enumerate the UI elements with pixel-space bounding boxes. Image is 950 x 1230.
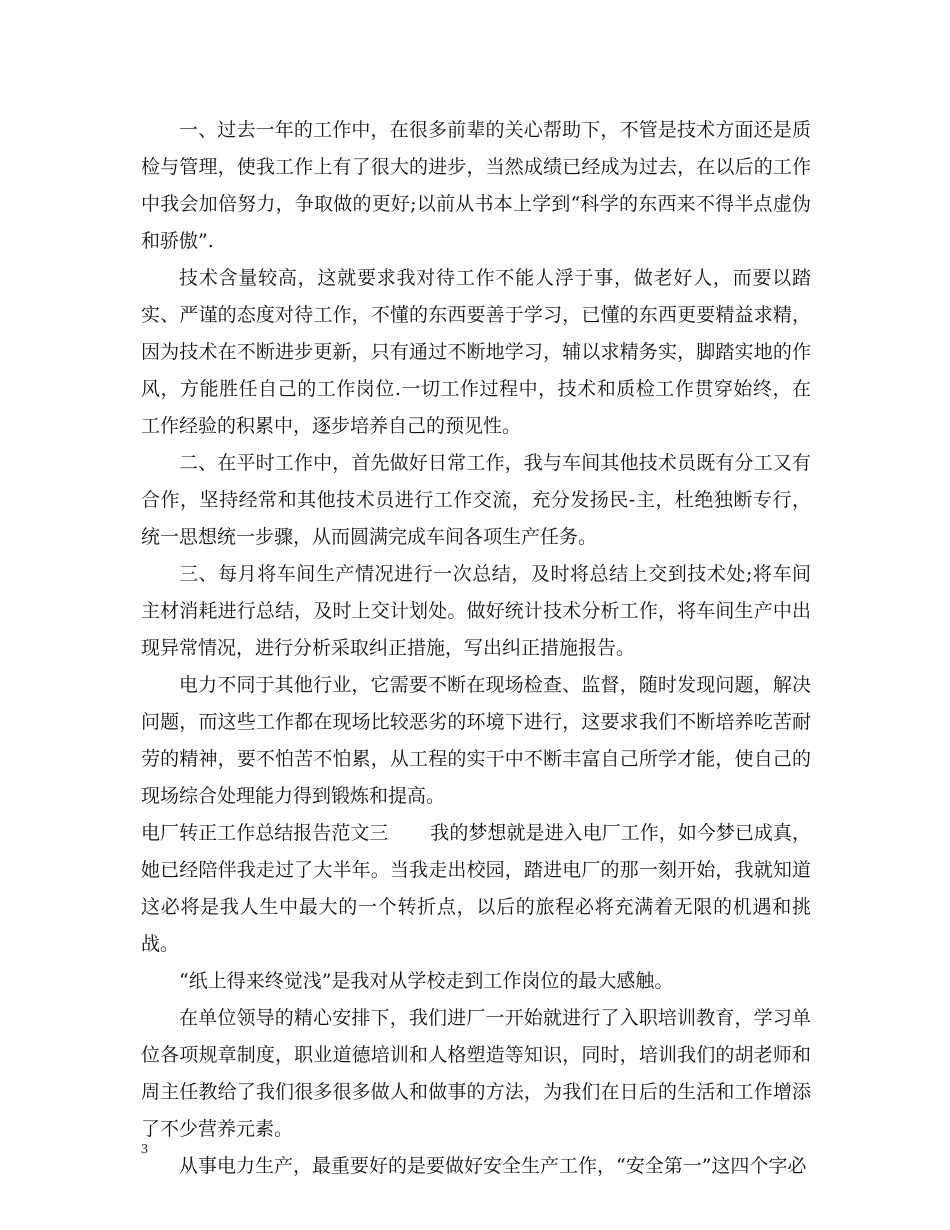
paragraph-3: 二、在平时工作中，首先做好日常工作，我与车间其他技术员既有分工又有合作，坚持经常和其他技术员进行工作交流，充分发扬民-主，杜绝独断专行，统一思想统一步骤，从而圆满完成车间各项生产任务。 [141, 452, 811, 548]
paragraph-1: 一、过去一年的工作中，在很多前辈的关心帮助下，不管是技术方面还是质检与管理，使我工作上有了很大的进步，当然成绩已经成为过去，在以后的工作中我会加倍努力，争取做的更好;以前从书本上学到“科学的东西来不得半点虚伪和骄傲”. [141, 119, 811, 252]
section-paragraph [141, 815, 811, 963]
page-number: 3 [141, 1142, 148, 1157]
section-first-paragraph: 我的梦想就是进入电厂工作，如今梦已成真，她已经陪伴我走过了大半年。当我走出校园，踏进电厂的那一刻开始，我就知道这必将是我人生中最大的一个转折点，以后的旅程必将充满着无限的机遇和挑战。 [141, 822, 811, 955]
document-body [141, 112, 811, 1185]
paragraph-5: 电力不同于其他行业，它需要不断在现场检查、监督，随时发现问题，解决问题，而这些工作都在现场比较恶劣的环境下进行，这要求我们不断培养吃苦耐劳的精神，要不怕苦不怕累，从工程的实干中不断丰富自己所学才能，使自己的现场综合处理能力得到锻炼和提高。 [141, 674, 811, 807]
paragraph-8: 从事电力生产，最重要好的是要做好安全生产工作，“安全第一”这四个字必 [179, 1155, 807, 1177]
paragraph-7: 在单位领导的精心安排下，我们进厂一开始就进行了入职培训教育，学习单位各项规章制度，职业道德培训和人格塑造等知识，同时，培训我们的胡老师和周主任教给了我们很多很多做人和做事的方法，为我们在日后的生活和工作增添了不少营养元素。 [141, 1007, 811, 1140]
paragraph-2: 技术含量较高，这就要求我对待工作不能人浮于事，做老好人，而要以踏实、严谨的态度对待工作，不懂的东西要善于学习，已懂的东西更要精益求精，因为技术在不断进步更新，只有通过不断地学习，辅以求精务实，脚踏实地的作风，方能胜任自己的工作岗位.一切工作过程中，技术和质检工作贯穿始终，在工作经验的积累中，逐步培养自己的预见性。 [141, 267, 811, 437]
paragraph-4: 三、每月将车间生产情况进行一次总结，及时将总结上交到技术处;将车间主材消耗进行总结，及时上交计划处。做好统计技术分析工作，将车间生产中出现异常情况，进行分析采取纠正措施，写出纠正措施报告。 [141, 563, 811, 659]
section-heading: 电厂转正工作总结报告范文三 [141, 822, 389, 844]
paragraph-6: “纸上得来终觉浅”是我对从学校走到工作岗位的最大感触。 [179, 970, 674, 992]
